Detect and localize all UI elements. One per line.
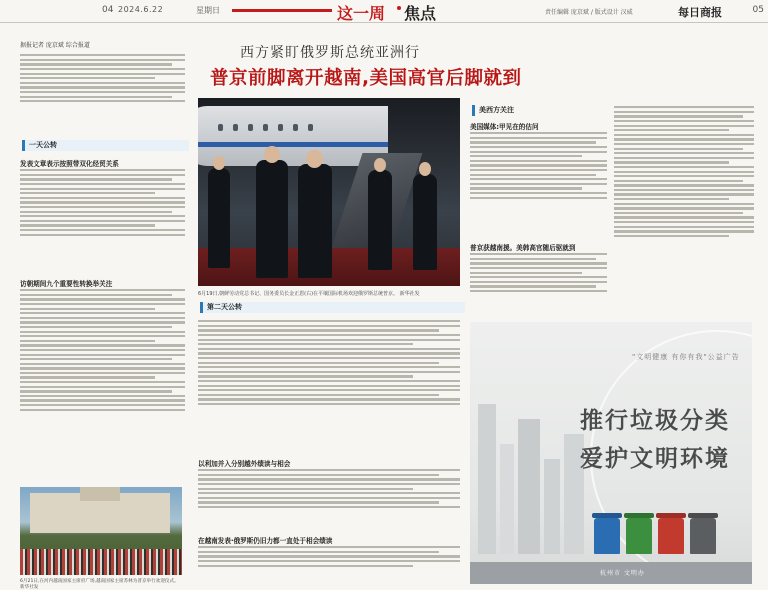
left-body-1	[20, 167, 185, 275]
hazardous-bin-icon	[658, 518, 684, 554]
right-body-1	[470, 130, 607, 240]
left-photo-caption: 6月21日,在河内越南国家主席府广场,越南国家主席苏林为普京举行欢迎仪式。 新华社发	[20, 579, 179, 590]
page-number-right: 05	[752, 5, 764, 15]
article-headline: 普京前脚离开越南,美国高官后脚就到	[210, 68, 522, 89]
right-subhead-1: 美国媒体:甲见在的估问	[470, 123, 539, 131]
mid-subhead-1: 以利加并入分别越外绩读与相会	[198, 460, 291, 468]
section-header-3: 美西方关注	[472, 105, 599, 116]
header-accent-stripe	[232, 9, 332, 12]
right-body-2	[470, 251, 607, 317]
left-body-2	[20, 287, 185, 482]
ad-skyline-illustration	[470, 394, 590, 554]
paper-name: 每日商报	[678, 6, 722, 19]
ad-slogan-line1: 推行垃圾分类	[580, 408, 730, 434]
main-news-photo	[198, 98, 460, 286]
mid-subhead-2: 在越南发表·俄罗斯仍旧力都一直处于相会绩读	[198, 537, 333, 545]
vietnam-welcome-photo	[20, 487, 182, 575]
article-byline: 据报记者 庞京斌 综合报道	[20, 42, 90, 49]
left-subhead-2: 访朝期间九个重要性转换举关注	[20, 280, 113, 288]
right-subhead-2: 普京获越南援。美韩高官随后驱就到	[470, 244, 576, 252]
recycle-bin-icon	[594, 518, 620, 554]
ad-slogan-line2: 爱护文明环境	[580, 446, 730, 472]
page-number-left: 04	[102, 5, 114, 15]
ad-sponsor: 杭州市 文明办	[600, 570, 645, 577]
mid-body-2	[198, 467, 460, 533]
right-body-3	[614, 104, 754, 317]
section-header-2: 第二天公转	[200, 302, 465, 313]
left-subhead-1: 发表文章表示按照带双化经贸关系	[20, 160, 119, 168]
left-intro-text	[20, 52, 185, 134]
page-header	[0, 0, 768, 23]
article-kicker: 西方紧盯俄罗斯总统亚洲行	[240, 45, 420, 61]
mid-body-3	[198, 544, 460, 586]
mid-body-1	[198, 318, 460, 456]
issue-weekday: 星期日	[196, 6, 220, 15]
food-waste-bin-icon	[626, 518, 652, 554]
other-waste-bin-icon	[690, 518, 716, 554]
column-subtitle: 焦点	[404, 4, 437, 23]
editor-credits: 责任编辑 庞京斌 / 版式设计 汉威	[545, 9, 633, 16]
issue-date: 2024.6.22	[118, 5, 164, 14]
column-brand: 这一周	[337, 4, 386, 23]
section-header-1: 一天公转	[22, 140, 189, 151]
ad-campaign-text: "文明健康 有你有我"公益广告	[632, 353, 740, 361]
brand-dot-icon	[397, 6, 401, 10]
main-photo-caption: 6月19日,朝鲜劳动党总书记、国务委员长金正恩(右)在平壤国际机场欢迎俄罗斯总统普京。 新华社发	[198, 291, 420, 297]
public-service-ad	[470, 322, 752, 584]
